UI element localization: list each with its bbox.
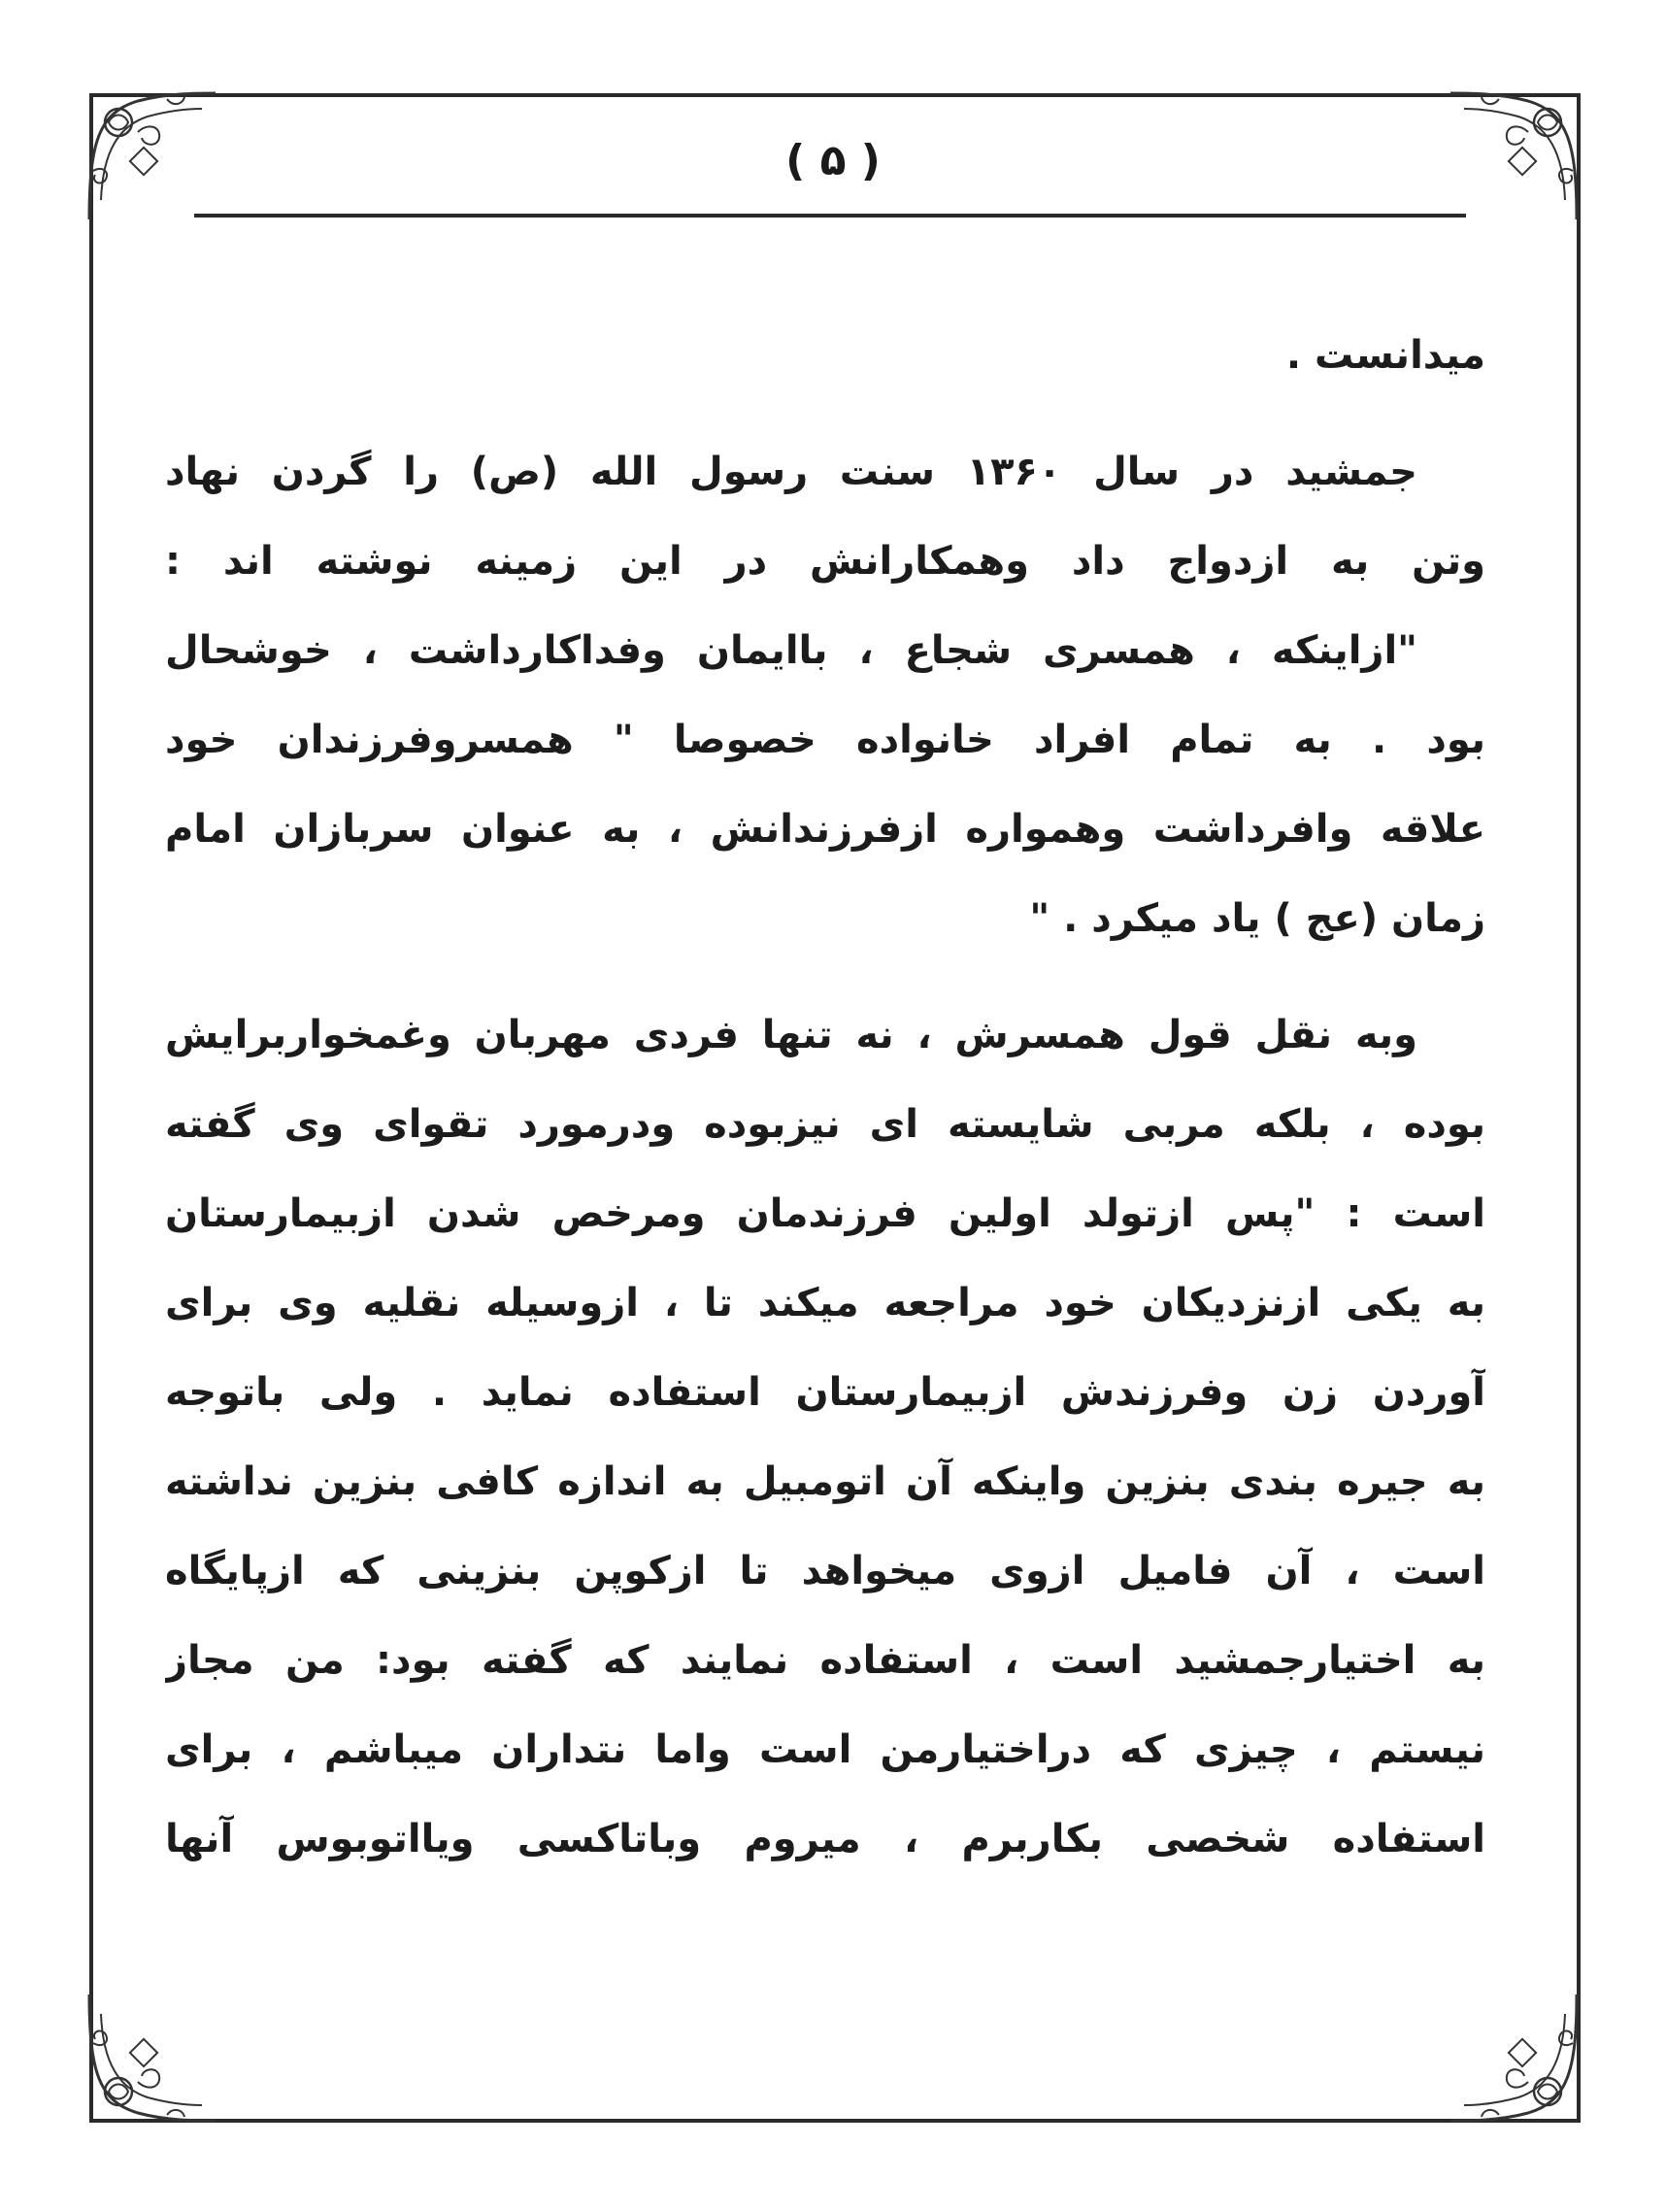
corner-ornament-icon: [80, 1985, 225, 2130]
header-divider: [194, 214, 1466, 218]
text-line: نیستم ، چیزی که دراختیارمن است واما نتداران میباشم ، برای: [165, 1727, 1485, 1772]
body-text: [165, 311, 1485, 1884]
page-number: ( ۵ ): [785, 136, 881, 185]
text-line: بود . به تمام افراد خانواده خصوصا " همسروفرزندان خود: [165, 718, 1485, 762]
corner-ornament-icon: [1441, 1985, 1586, 2130]
text-line: وبه نقل قول همسرش ، نه تنها فردی مهربان وغمخواربرایش: [165, 1013, 1417, 1057]
text-line: زمان (عج ) یاد میکرد . ": [1029, 896, 1485, 941]
text-line: است ، آن فامیل ازوی میخواهد تا ازکوپن بنزینی که ازپایگاه: [165, 1549, 1485, 1593]
text-line: آوردن زن وفرزندش ازبیمارستان استفاده نماید . ولی باتوجه: [165, 1370, 1485, 1415]
text-line: استفاده شخصی بکاربرم ، میروم وباتاکسی ویااتوبوس آنها: [165, 1817, 1485, 1861]
text-line: علاقه وافرداشت وهمواره ازفرزندانش ، به عنوان سربازان امام: [165, 807, 1485, 852]
text-line: است : "پس ازتولد اولین فرزندمان ومرخص شدن ازبیمارستان: [165, 1191, 1485, 1236]
text-line: به جیره بندی بنزین واینکه آن اتومبیل به اندازه کافی بنزین نداشته: [165, 1459, 1485, 1504]
text-line: جمشید در سال ۱۳۶۰ سنت رسول الله (ص) را گردن نهاد: [165, 450, 1417, 494]
text-line: بوده ، بلکه مربی شایسته ای نیزبوده ودرمورد تقوای وی گفته: [165, 1102, 1485, 1147]
text-line: وتن به ازدواج داد وهمکارانش در این زمینه نوشته اند :: [165, 539, 1485, 584]
text-line: به اختیارجمشید است ، استفاده نمایند که گفته بود: من مجاز: [165, 1638, 1485, 1683]
text-line: به یکی ازنزدیکان خود مراجعه میکند تا ، ازوسیله نقلیه وی برای: [165, 1281, 1485, 1325]
text-line: "ازاینکه ، همسری شجاع ، باایمان وفداکارداشت ، خوشحال: [165, 628, 1417, 673]
text-line: میدانست .: [1285, 333, 1485, 378]
